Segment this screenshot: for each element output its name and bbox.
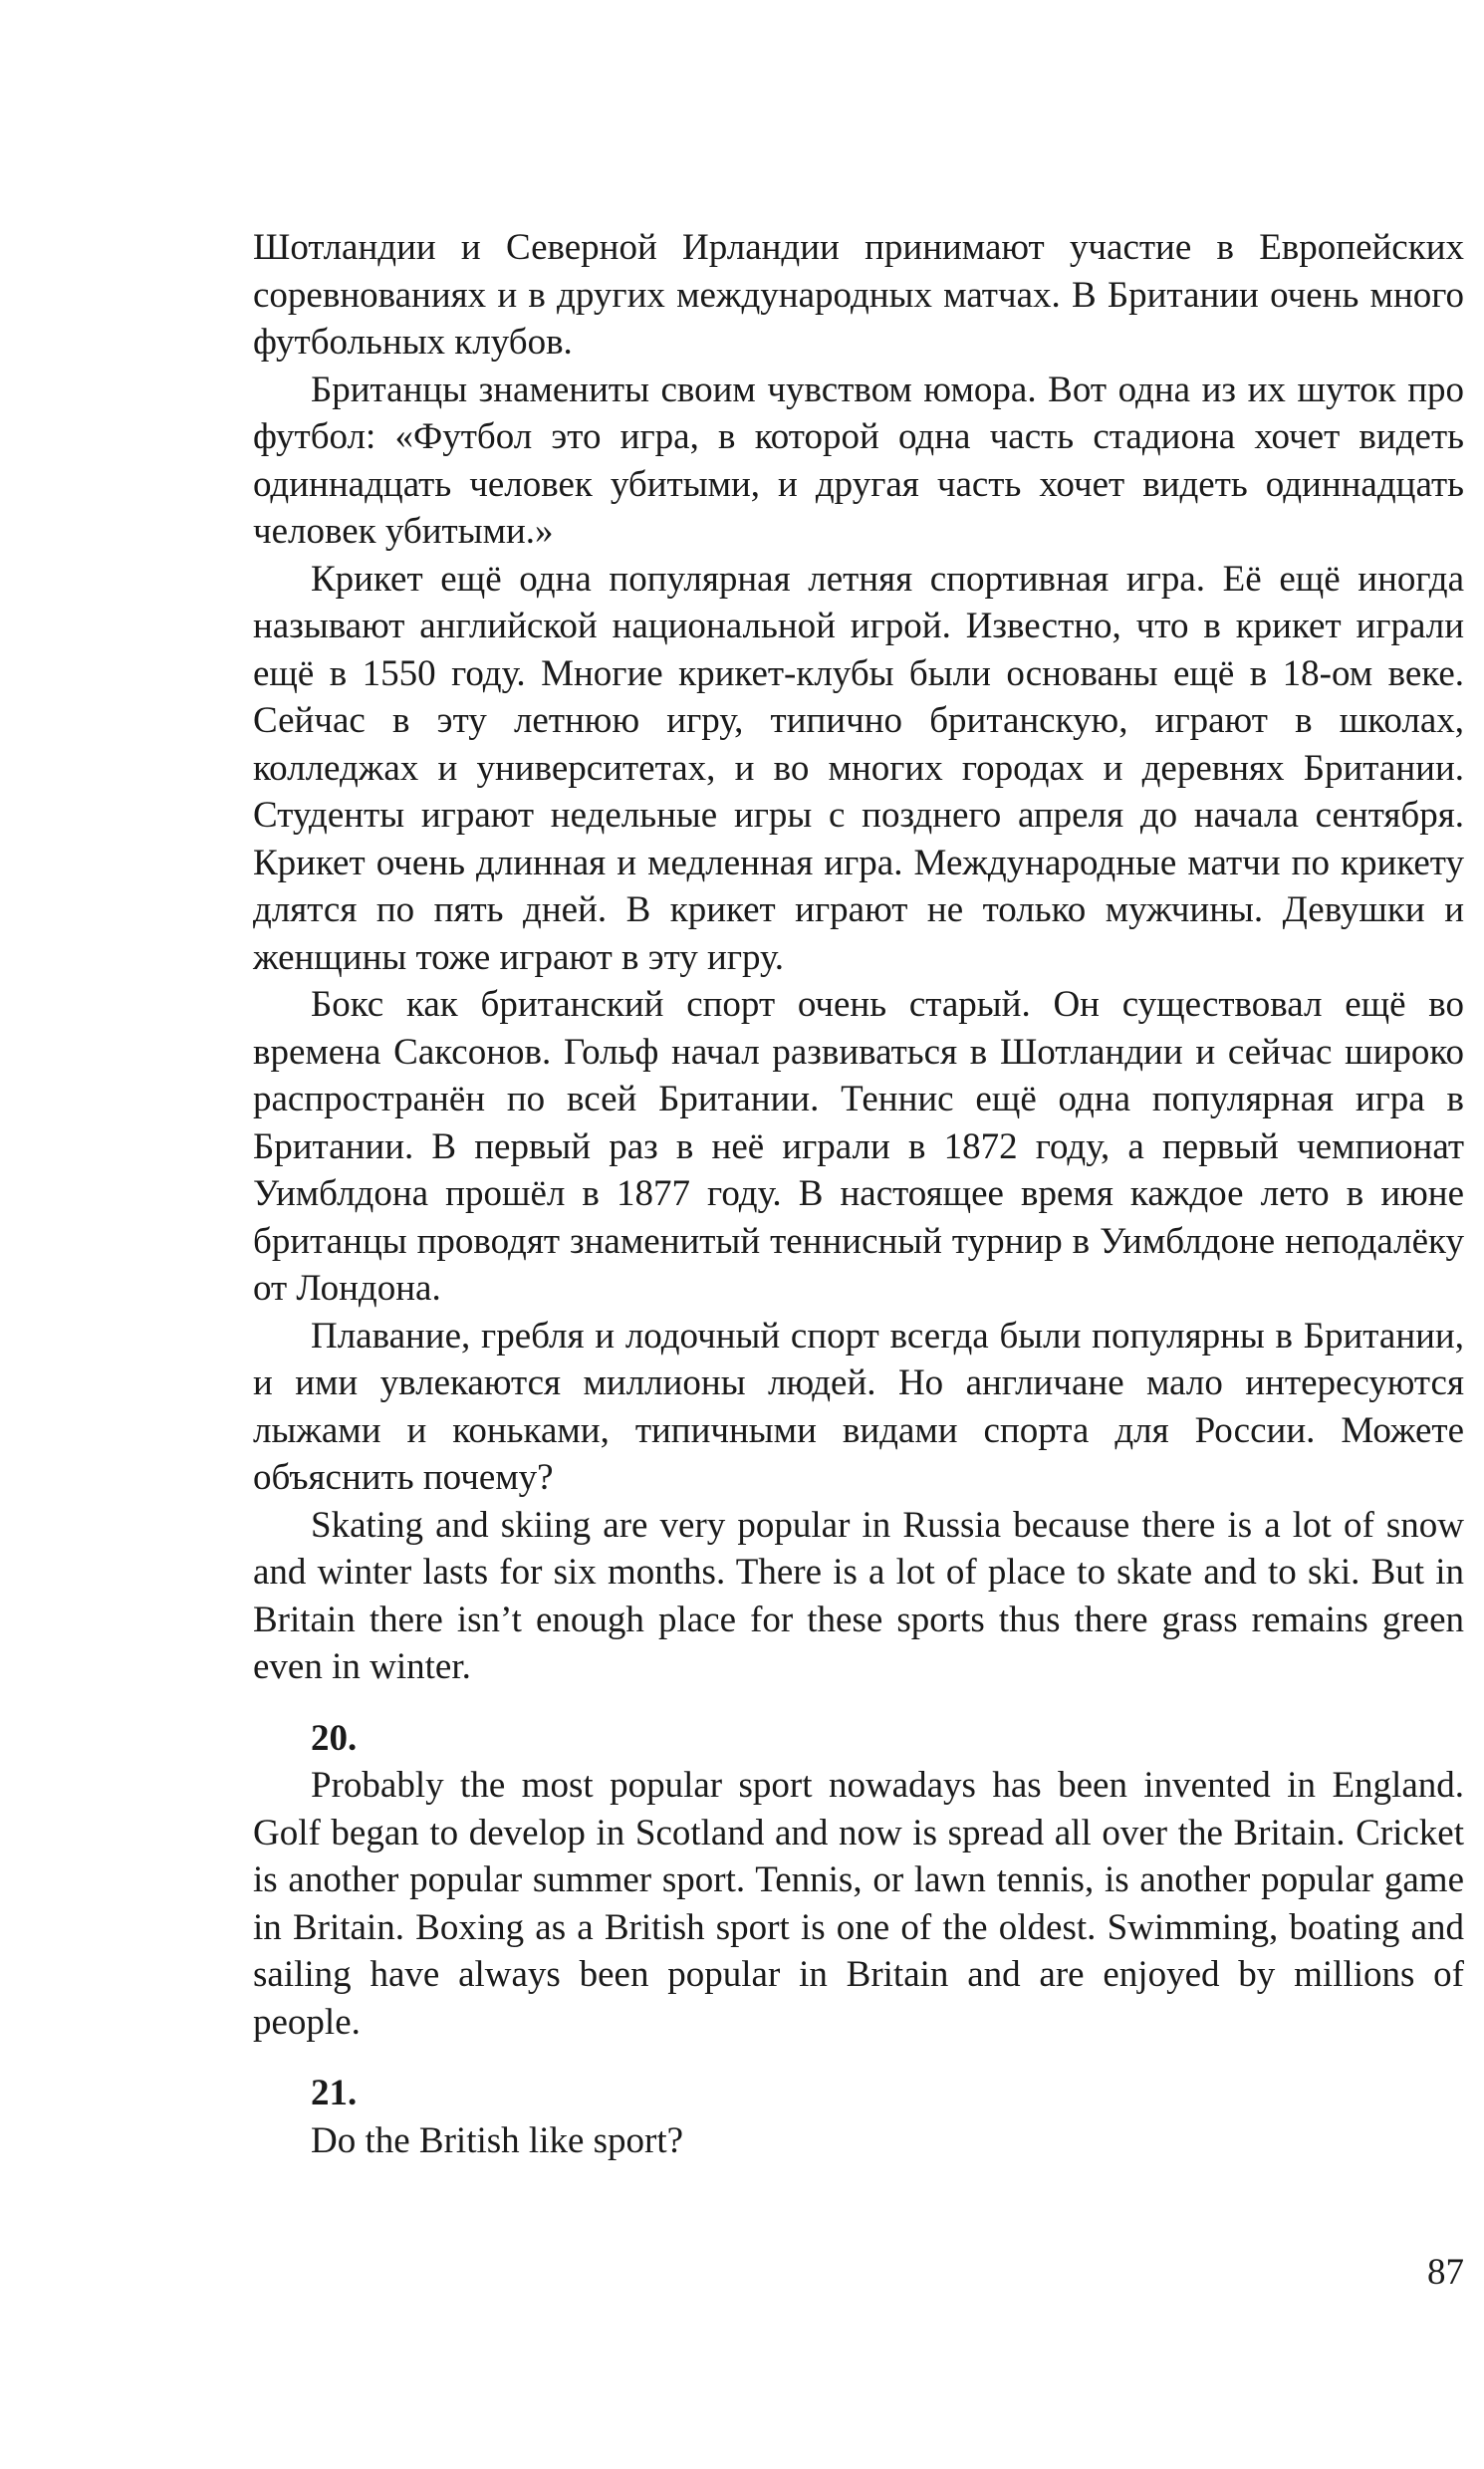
paragraph-ru-2: Британцы знамениты своим чувством юмора. Вот одна из их шуток про футбол: «Футбол это игра, в которой одна часть стадиона хочет видеть одиннадцать человек убитыми, и другая часть хочет видеть одиннадцать человек убитыми.»	[253, 369, 1464, 552]
section-gap	[253, 1691, 1464, 1715]
paragraph-ru-3: Крикет ещё одна популярная летняя спортивная игра. Её ещё иногда называют английской национальной игрой. Известно, что в крикет играли ещё в 1550 году. Многие крикет-клубы были основаны ещё в 18-ом веке. Сейчас в эту летнюю игру, типично британскую, играют в школах, колледжах и университетах, и во многих городах и деревнях Британии. Студенты играют недельные игры с позднего апреля до начала сентября. Крикет очень длинная и медленная игра. Международные матчи по крикету длятся по пять дней. В крикет играют не только мужчины. Девушки и женщины тоже играют в эту игру.	[253, 558, 1464, 978]
paragraph-ru-4: Бокс как британский спорт очень старый. Он существовал ещё во времена Саксонов. Гольф начал развиваться в Шотландии и сейчас широко распространён по всей Британии. Теннис ещё одна популярная игра в Британии. В первый раз в неё играли в 1872 году, а первый чемпионат Уимблдона прошёл в 1877 году. В настоящее время каждое лето в июне британцы проводят знаменитый теннисный турнир в Уимблдоне неподалёку от Лондона.	[253, 984, 1464, 1309]
page-content	[253, 224, 1464, 2164]
section-20-heading: 20.	[311, 1717, 358, 1759]
section-21-text: Do the British like sport?	[311, 2119, 684, 2161]
paragraph-ru-1: Шотландии и Северной Ирландии принимают участие в Европейских соревнованиях и в других международных матчах. В Британии очень много футбольных клубов.	[253, 227, 1464, 363]
section-20-text: Probably the most popular sport nowadays has been invented in England. Golf began to develop in Scotland and now is spread all over the Britain. Cricket is another popular summer sport. Tennis, or lawn tennis, is another popular game in Britain. Boxing as a British sport is one of the oldest. Swimming, boating and sailing have always been popular in Britain and are enjoyed by millions of people.	[253, 1765, 1464, 2043]
answer-paragraph: Skating and skiing are very popular in Russia because there is a lot of snow and winter lasts for six months. There is a lot of place to skate and to ski. But in Britain there isn’t enough place for these sports thus there grass remains green even in winter.	[253, 1504, 1464, 1687]
section-gap	[253, 2046, 1464, 2070]
section-21-heading: 21.	[311, 2073, 358, 2113]
page-number: 87	[1427, 2252, 1464, 2293]
paragraph-ru-5: Плавание, гребля и лодочный спорт всегда были популярны в Британии, и ими увлекаются миллионы людей. Но англичане мало интересуются лыжами и коньками, типичными видами спорта для России. Можете объяснить почему?	[253, 1315, 1464, 1498]
